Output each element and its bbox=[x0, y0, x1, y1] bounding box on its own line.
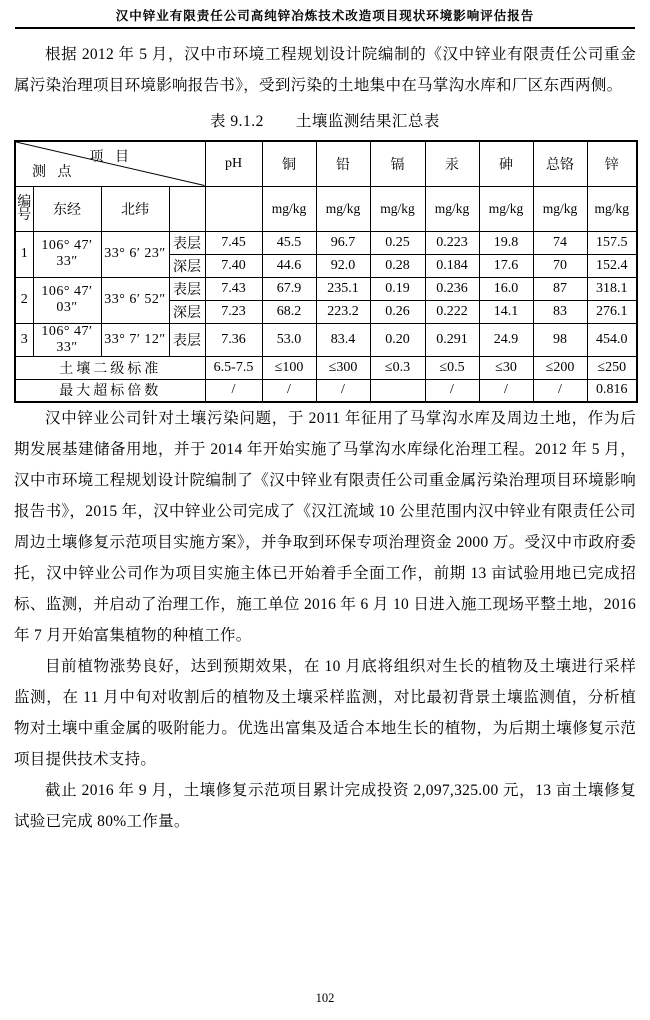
standard-value-cell: ≤0.5 bbox=[425, 356, 479, 379]
value-cell: 152.4 bbox=[587, 254, 637, 277]
body-paragraph-remediation: 汉中锌业公司针对土壤污染问题，于 2011 年征用了马掌沟水库及周边土地，作为后期发展基建储备用地，并于 2014 年开始实施了马掌沟水库绿化治理工程。2012 年 5 月，汉中市环境工程规划设计院编制了《汉中锌业有限责任公司重金属污染治理项目环境影响报告书》，2015 年，汉中锌业公司完成了《汉江流域 10 公里范围内汉中锌业有限责任公司周边土壤修复示范项目实施方案》，并争取到环保专项治理资金 2000 万。受汉中市政府委托，汉中锌业公司作为项目实施主体已开始着手全面工作，前期 13 亩试验用地已完成招标、监测，并启动了治理工作，施工单位 2016 年 6 月 10 日进入施工现场平整土地，2016 年 7 月开始富集植物的种植工作。 bbox=[14, 410, 636, 644]
unit-cell: mg/kg bbox=[479, 186, 533, 231]
value-cell: 67.9 bbox=[262, 277, 316, 300]
value-cell: 7.45 bbox=[205, 231, 262, 254]
value-cell: 7.23 bbox=[205, 300, 262, 323]
value-cell: 0.26 bbox=[370, 300, 425, 323]
unit-cell: mg/kg bbox=[533, 186, 587, 231]
running-header-title: 汉中锌业有限责任公司高纯锌冶炼技术改造项目现状环境影响评估报告 bbox=[115, 9, 535, 23]
column-header-copper: 铜 bbox=[262, 141, 316, 186]
latitude-cell: 33° 6′ 23″ bbox=[101, 231, 169, 277]
value-cell: 87 bbox=[533, 277, 587, 300]
value-cell: 0.291 bbox=[425, 323, 479, 356]
longitude-cell: 106° 47′ 03″ bbox=[33, 277, 101, 323]
value-cell: 17.6 bbox=[479, 254, 533, 277]
value-cell: 0.28 bbox=[370, 254, 425, 277]
value-cell: 318.1 bbox=[587, 277, 637, 300]
subheader-longitude: 东经 bbox=[33, 186, 101, 231]
value-cell: 44.6 bbox=[262, 254, 316, 277]
exceed-value-cell: / bbox=[262, 379, 316, 402]
layer-cell: 表层 bbox=[169, 231, 205, 254]
value-cell: 7.40 bbox=[205, 254, 262, 277]
diag-label-item: 项 目 bbox=[89, 150, 133, 165]
value-cell: 454.0 bbox=[587, 323, 637, 356]
longitude-cell: 106° 47′ 33″ bbox=[33, 231, 101, 277]
body-paragraph-investment: 截止 2016 年 9 月，土壤修复示范项目累计完成投资 2,097,325.00 元，13 亩土壤修复试验已完成 80%工作量。 bbox=[14, 782, 636, 830]
value-cell: 0.222 bbox=[425, 300, 479, 323]
diag-label-point: 测 点 bbox=[32, 164, 76, 180]
latitude-cell: 33° 7′ 12″ bbox=[101, 323, 169, 356]
column-header-lead: 铅 bbox=[316, 141, 370, 186]
unit-cell: mg/kg bbox=[370, 186, 425, 231]
header-rule bbox=[15, 27, 635, 29]
body-paragraph-plants: 目前植物涨势良好，达到预期效果，在 10 月底将组织对生长的植物及土壤进行采样监测，在 11 月中旬对收割后的植物及土壤采样监测，对比最初背景土壤监测值，分析植物对土壤中重金属的吸附能力。优选出富集及适合本地生长的植物，为后期土壤修复示范项目提供技术支持。 bbox=[14, 658, 636, 768]
value-cell: 0.223 bbox=[425, 231, 479, 254]
longitude-cell: 106° 47′ 33″ bbox=[33, 323, 101, 356]
site-id-cell: 1 bbox=[15, 231, 33, 277]
table-row-site1-surface bbox=[15, 231, 637, 254]
table-row-standard bbox=[15, 356, 637, 379]
standard-value-cell: 6.5-7.5 bbox=[205, 356, 262, 379]
value-cell: 0.20 bbox=[370, 323, 425, 356]
table-row-site3-surface bbox=[15, 323, 637, 356]
value-cell: 53.0 bbox=[262, 323, 316, 356]
site-id-cell: 2 bbox=[15, 277, 33, 323]
value-cell: 98 bbox=[533, 323, 587, 356]
standard-label-cell: 土壤二级标准 bbox=[15, 356, 205, 379]
standard-value-cell: ≤250 bbox=[587, 356, 637, 379]
subheader-latitude: 北纬 bbox=[101, 186, 169, 231]
column-header-zinc: 锌 bbox=[587, 141, 637, 186]
value-cell: 14.1 bbox=[479, 300, 533, 323]
value-cell: 68.2 bbox=[262, 300, 316, 323]
page-content bbox=[14, 39, 636, 837]
table-title: 表 9.1.2 土壤监测结果汇总表 bbox=[210, 113, 440, 130]
column-header-cadmium: 镉 bbox=[370, 141, 425, 186]
value-cell: 7.43 bbox=[205, 277, 262, 300]
diagonal-header-cell bbox=[15, 141, 205, 186]
latitude-cell: 33° 6′ 52″ bbox=[101, 277, 169, 323]
unit-cell: mg/kg bbox=[587, 186, 637, 231]
layer-cell: 深层 bbox=[169, 254, 205, 277]
value-cell: 276.1 bbox=[587, 300, 637, 323]
value-cell: 0.236 bbox=[425, 277, 479, 300]
value-cell: 0.25 bbox=[370, 231, 425, 254]
standard-value-cell: ≤0.3 bbox=[370, 356, 425, 379]
subheader-layer-empty bbox=[169, 186, 205, 231]
standard-value-cell: ≤30 bbox=[479, 356, 533, 379]
exceed-value-cell: / bbox=[316, 379, 370, 402]
exceed-value-cell: 0.816 bbox=[587, 379, 637, 402]
exceed-value-cell: / bbox=[479, 379, 533, 402]
unit-cell: mg/kg bbox=[425, 186, 479, 231]
standard-value-cell: ≤100 bbox=[262, 356, 316, 379]
value-cell: 0.19 bbox=[370, 277, 425, 300]
layer-cell: 表层 bbox=[169, 323, 205, 356]
unit-cell bbox=[205, 186, 262, 231]
column-header-arsenic: 砷 bbox=[479, 141, 533, 186]
site-id-cell: 3 bbox=[15, 323, 33, 356]
layer-cell: 表层 bbox=[169, 277, 205, 300]
value-cell: 96.7 bbox=[316, 231, 370, 254]
exceed-value-cell: / bbox=[533, 379, 587, 402]
exceed-value-cell: / bbox=[425, 379, 479, 402]
unit-cell: mg/kg bbox=[262, 186, 316, 231]
exceed-value-cell: / bbox=[205, 379, 262, 402]
value-cell: 70 bbox=[533, 254, 587, 277]
soil-monitoring-table bbox=[14, 140, 638, 403]
exceed-value-cell bbox=[370, 379, 425, 402]
layer-cell: 深层 bbox=[169, 300, 205, 323]
standard-value-cell: ≤300 bbox=[316, 356, 370, 379]
page-number: 102 bbox=[315, 991, 335, 1005]
table-header-row-1 bbox=[15, 141, 637, 186]
standard-value-cell: ≤200 bbox=[533, 356, 587, 379]
value-cell: 74 bbox=[533, 231, 587, 254]
value-cell: 24.9 bbox=[479, 323, 533, 356]
value-cell: 45.5 bbox=[262, 231, 316, 254]
intro-paragraph: 根据 2012 年 5 月，汉中市环境工程规划设计院编制的《汉中锌业有限责任公司重金属污染治理项目环境影响报告书》，受到污染的土地集中在马掌沟水库和厂区东西两侧。 bbox=[14, 46, 636, 94]
table-header-row-2 bbox=[15, 186, 637, 231]
value-cell: 157.5 bbox=[587, 231, 637, 254]
column-header-mercury: 汞 bbox=[425, 141, 479, 186]
value-cell: 235.1 bbox=[316, 277, 370, 300]
value-cell: 19.8 bbox=[479, 231, 533, 254]
value-cell: 83.4 bbox=[316, 323, 370, 356]
subheader-id: 编号 bbox=[15, 186, 33, 231]
column-header-ph: pH bbox=[205, 141, 262, 186]
value-cell: 16.0 bbox=[479, 277, 533, 300]
value-cell: 223.2 bbox=[316, 300, 370, 323]
exceed-label-cell: 最大超标倍数 bbox=[15, 379, 205, 402]
table-row-site2-surface bbox=[15, 277, 637, 300]
value-cell: 83 bbox=[533, 300, 587, 323]
value-cell: 7.36 bbox=[205, 323, 262, 356]
table-row-exceed bbox=[15, 379, 637, 402]
value-cell: 0.184 bbox=[425, 254, 479, 277]
column-header-chromium: 总铬 bbox=[533, 141, 587, 186]
value-cell: 92.0 bbox=[316, 254, 370, 277]
unit-cell: mg/kg bbox=[316, 186, 370, 231]
